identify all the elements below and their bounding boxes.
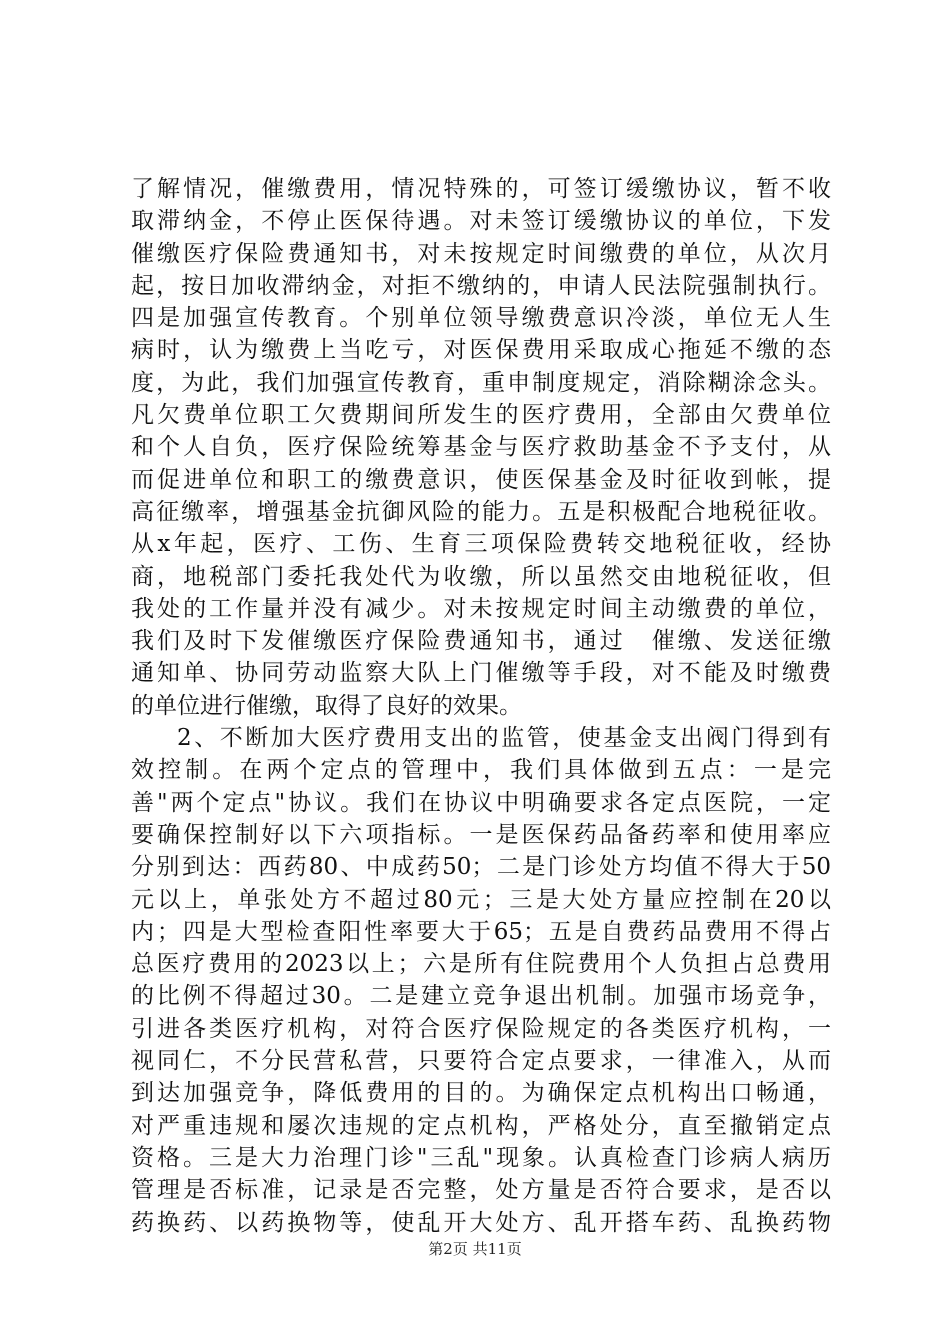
text-line: 到达加强竞争，降低费用的目的。为确保定点机构出口畅通， bbox=[131, 1080, 831, 1107]
text-line: 的单位进行催缴，取得了良好的效果。 bbox=[131, 692, 522, 719]
text-line: 2、不断加大医疗费用支出的监管，使基金支出阀门得到有 bbox=[177, 725, 831, 752]
text-line: 资格。三是大力治理门诊"三乱"现象。认真检查门诊病人病历 bbox=[131, 1144, 831, 1171]
text-line: 分别到达：西药80、中成药50；二是门诊处方均值不得大于50 bbox=[131, 854, 831, 881]
text-line: 的比例不得超过30。二是建立竞争退出机制。加强市场竞争， bbox=[131, 983, 831, 1010]
text-line: 引进各类医疗机构，对符合医疗保险规定的各类医疗机构，一 bbox=[131, 1015, 831, 1042]
text-line: 和个人自负，医疗保险统筹基金与医疗救助基金不予支付，从 bbox=[131, 434, 831, 461]
text-line: 元以上，单张处方不超过80元；三是大处方量应控制在20以 bbox=[131, 886, 831, 913]
text-line: 我处的工作量并没有减少。对未按规定时间主动缴费的单位， bbox=[131, 595, 831, 622]
text-line: 起，按日加收滞纳金，对拒不缴纳的，申请人民法院强制执行。 bbox=[131, 272, 831, 299]
page-number-footer: 第2页 共11页 bbox=[428, 1240, 522, 1258]
text-line: 善"两个定点"协议。我们在协议中明确要求各定点医院，一定 bbox=[131, 789, 831, 816]
text-line: 取滞纳金，不停止医保待遇。对未签订缓缴协议的单位，下发 bbox=[131, 208, 831, 235]
text-line: 对严重违规和屡次违规的定点机构，严格处分，直至撤销定点 bbox=[131, 1112, 831, 1139]
text-line: 我们及时下发催缴医疗保险费通知书，通过 催缴、发送征缴 bbox=[131, 628, 831, 655]
document-body bbox=[131, 173, 831, 1239]
text-line: 通知单、协同劳动监察大队上门催缴等手段，对不能及时缴费 bbox=[131, 660, 831, 687]
text-line: 效控制。在两个定点的管理中，我们具体做到五点：一是完 bbox=[131, 757, 831, 784]
text-line: 内；四是大型检查阳性率要大于65；五是自费药品费用不得占 bbox=[131, 918, 831, 945]
text-line: 催缴医疗保险费通知书，对未按规定时间缴费的单位，从次月 bbox=[131, 240, 831, 267]
text-line: 四是加强宣传教育。个别单位领导缴费意识冷淡，单位无人生 bbox=[131, 305, 831, 332]
text-line: 而促进单位和职工的缴费意识，使医保基金及时征收到帐，提 bbox=[131, 466, 831, 493]
text-line: 了解情况，催缴费用，情况特殊的，可签订缓缴协议，暂不收 bbox=[131, 176, 831, 202]
text-line: 总医疗费用的2023以上；六是所有住院费用个人负担占总费用 bbox=[131, 951, 831, 978]
text-line: 凡欠费单位职工欠费期间所发生的医疗费用，全部由欠费单位 bbox=[131, 402, 831, 429]
text-line: 从x年起，医疗、工伤、生育三项保险费转交地税征收，经协 bbox=[131, 531, 831, 558]
text-line: 商，地税部门委托我处代为收缴，所以虽然交由地税征收，但 bbox=[131, 563, 831, 590]
text-line: 度，为此，我们加强宣传教育，重申制度规定，消除糊涂念头。 bbox=[131, 369, 831, 396]
text-line: 药换药、以药换物等，使乱开大处方、乱开搭车药、乱换药物 bbox=[131, 1209, 831, 1236]
text-line: 视同仁，不分民营私营，只要符合定点要求，一律准入，从而 bbox=[131, 1048, 831, 1075]
text-line: 管理是否标准，记录是否完整，处方量是否符合要求，是否以 bbox=[131, 1177, 831, 1204]
text-line: 要确保控制好以下六项指标。一是医保药品备药率和使用率应 bbox=[131, 821, 831, 848]
text-line: 病时，认为缴费上当吃亏，对医保费用采取成心拖延不缴的态 bbox=[131, 337, 831, 364]
text-line: 高征缴率，增强基金抗御风险的能力。五是积极配合地税征收。 bbox=[131, 498, 831, 525]
